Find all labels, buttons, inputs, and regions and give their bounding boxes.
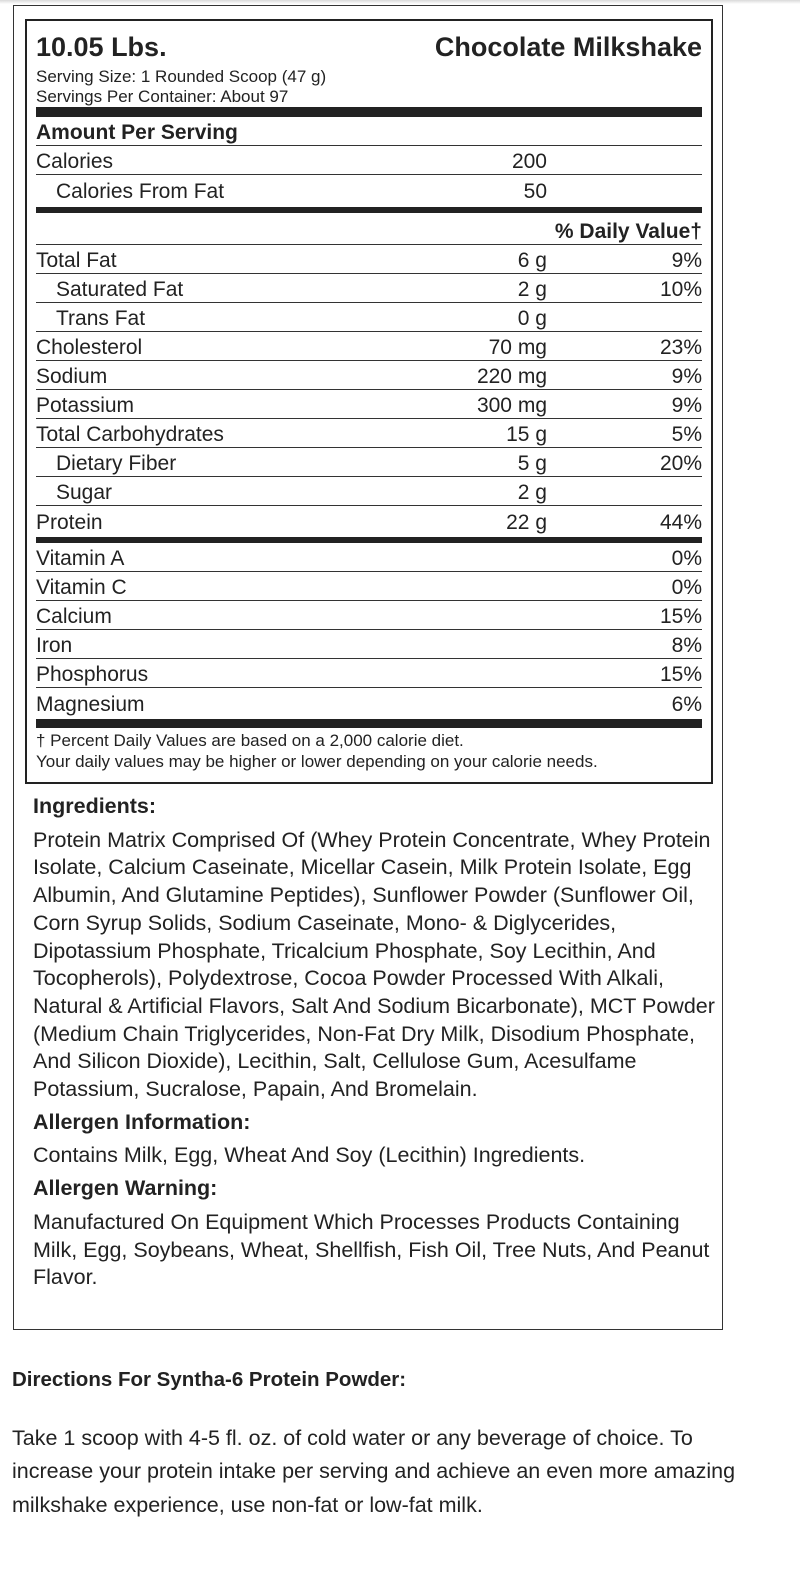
nutrient-name: Trans Fat [56, 307, 146, 330]
nutrient-dv: 9% [671, 249, 702, 272]
footnote-line: Your daily values may be higher or lower depending on your calorie needs. [36, 752, 598, 771]
nutrient-name: Cholesterol [36, 336, 143, 359]
allergen-info-text: Contains Milk, Egg, Wheat And Soy (Lecithin) Ingredients. [33, 1143, 586, 1168]
allergen-warning-text: Manufactured On Equipment Which Processes Products Containing Milk, Egg, Soybeans, Wheat, Shellfish, Fish Oil, Tree Nuts, And Peanut Flavor. [33, 1209, 710, 1290]
vitamin-dv: 15% [659, 663, 702, 686]
product-flavor: Chocolate Milkshake [434, 32, 702, 62]
nutrient-row [36, 477, 702, 506]
nutrition-panel [13, 5, 723, 1330]
footnote-line: † Percent Daily Values are based on a 2,000 calorie diet. [36, 731, 464, 750]
nutrient-amount: 50 [523, 180, 547, 203]
calories-row [36, 146, 702, 175]
nutrient-amount: 0 g [517, 307, 547, 330]
thick-divider [36, 107, 702, 117]
nutrient-name: Sugar [56, 481, 113, 504]
nutrient-amount: 200 [511, 150, 547, 173]
amount-per-serving: Amount Per Serving [36, 117, 702, 146]
vitamin-dv: 0% [671, 547, 702, 570]
nutrient-dv: 9% [671, 394, 702, 417]
nutrient-dv: 20% [659, 452, 702, 475]
allergen-warning-heading: Allergen Warning: [33, 1176, 218, 1201]
nutrient-row [36, 303, 702, 332]
nutrient-row [36, 390, 702, 419]
vitamin-row [36, 630, 702, 659]
nutrient-amount: 6 g [517, 249, 547, 272]
vitamin-name: Iron [36, 634, 73, 657]
directions-text: Take 1 scoop with 4-5 fl. oz. of cold water or any beverage of choice. To increase your protein intake per serving and achieve an even more amazing milkshake experience, use non-fat or low-fat milk. [12, 1426, 736, 1517]
nutrient-name: Total Fat [36, 249, 117, 272]
calories-from-fat-row [36, 175, 702, 204]
vitamin-name: Calcium [36, 605, 112, 628]
vitamin-dv: 0% [671, 576, 702, 599]
thick-divider [36, 719, 702, 728]
directions-heading: Directions For Syntha-6 Protein Powder: [12, 1368, 407, 1391]
nutrient-dv: 10% [659, 278, 702, 301]
vitamin-dv: 8% [671, 634, 702, 657]
nutrient-name: Dietary Fiber [56, 452, 177, 475]
top-divider [0, 0, 800, 4]
vitamin-name: Magnesium [36, 693, 145, 716]
allergen-info-heading: Allergen Information: [33, 1109, 251, 1134]
serving-size: Serving Size: 1 Rounded Scoop (47 g) [36, 67, 327, 86]
nutrient-row [36, 448, 702, 477]
vitamin-row [36, 572, 702, 601]
vitamin-row [36, 659, 702, 688]
nutrient-row [36, 245, 702, 274]
vitamin-row [36, 543, 702, 572]
nutrient-name: Sodium [36, 365, 108, 388]
vitamin-dv: 6% [671, 693, 702, 716]
daily-value-header: % Daily Value† [36, 213, 702, 245]
nutrient-row [36, 332, 702, 361]
ingredients-text: Protein Matrix Comprised Of (Whey Protein Concentrate, Whey Protein Isolate, Calcium Caseinate, Micellar Casein, Milk Protein Isolate, Egg Albumin, And Glutamine Peptides), Sunflower Powder (Sunflower Oil, Corn Syrup Solids, Sodium Caseinate, Mono- & Diglycerides, Dipotassium Phosphate, Tricalcium Phosphate, Soy Lecithin, And Tocopherols), Polydextrose, Cocoa Powder Processed With Alkali, Natural & Artificial Flavors, Salt And Sodium Bicarbonate), MCT Powder (Medium Chain Triglycerides, Non-Fat Dry Milk, Disodium Phosphate, And Silicon Dioxide), Lecithin, Salt, Cellulose Gum, Acesulfame Potassium, Sucralose, Papain, And Bromelain. [33, 827, 715, 1102]
vitamin-name: Phosphorus [36, 663, 149, 686]
vitamin-dv: 15% [659, 605, 702, 628]
nutrient-dv: 9% [671, 365, 702, 388]
nutrient-row [36, 506, 702, 535]
nutrient-row [36, 419, 702, 448]
vitamin-row [36, 601, 702, 630]
product-weight: 10.05 Lbs. [36, 32, 167, 62]
vitamin-name: Vitamin C [36, 576, 127, 599]
nutrient-amount: 70 mg [488, 336, 547, 359]
nutrition-facts-label [25, 19, 713, 784]
nutrient-row [36, 274, 702, 303]
nutrient-amount: 22 g [506, 511, 547, 534]
nutrient-amount: 15 g [506, 423, 547, 446]
ingredients-section [33, 793, 723, 1292]
nutrient-dv: 44% [659, 511, 702, 534]
nutrient-dv: 5% [671, 423, 702, 446]
nutrient-amount: 220 mg [476, 365, 547, 388]
label-header [36, 21, 702, 67]
nutrient-dv: 23% [659, 336, 702, 359]
footnote [36, 728, 702, 772]
nutrient-amount: 300 mg [476, 394, 547, 417]
nutrient-amount: 2 g [517, 278, 547, 301]
vitamin-name: Vitamin A [36, 547, 125, 570]
nutrient-name: Calories From Fat [56, 180, 225, 203]
nutrient-name: Calories [36, 150, 114, 173]
nutrient-name: Protein [36, 511, 103, 534]
nutrient-name: Potassium [36, 394, 135, 417]
vitamin-row [36, 688, 702, 717]
nutrient-amount: 5 g [517, 452, 547, 475]
servings-per-container: Servings Per Container: About 97 [36, 87, 289, 106]
nutrient-row [36, 361, 702, 390]
ingredients-heading: Ingredients: [33, 794, 157, 818]
nutrient-name: Total Carbohydrates [36, 423, 224, 446]
nutrient-name: Saturated Fat [56, 278, 184, 301]
nutrient-amount: 2 g [517, 481, 547, 504]
